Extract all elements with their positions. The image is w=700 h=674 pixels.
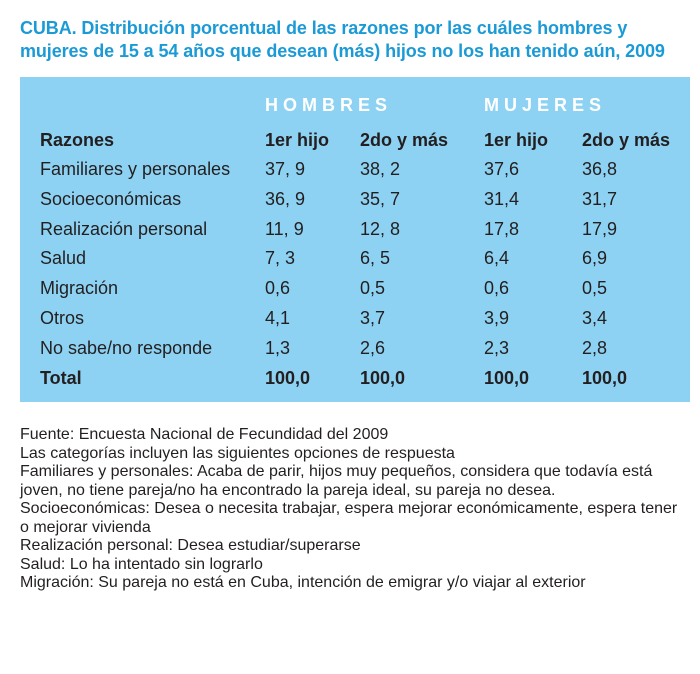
table-row	[0, 218, 700, 248]
title-line-1: CUBA. Distribución porcentual de las razones por las cuáles hombres y	[20, 18, 628, 38]
row-value: 36,8	[582, 159, 618, 179]
row-value: 2,3	[484, 338, 510, 358]
note-migracion: Migración: Su pareja no está en Cuba, intención de emigrar y/o viajar al exterior	[20, 574, 586, 591]
row-value: 2,6	[360, 338, 386, 358]
row-value: 3,4	[582, 308, 608, 328]
total-label: Total	[40, 368, 82, 388]
row-value: 6,4	[484, 248, 510, 268]
header-hombres-2do-y-mas: 2do y más	[360, 130, 449, 150]
header-mujeres-1er-hijo: 1er hijo	[484, 130, 549, 150]
total-value: 100,0	[582, 368, 628, 388]
total-value: 100,0	[265, 368, 311, 388]
header-mujeres-2do-y-mas: 2do y más	[582, 130, 671, 150]
row-value: 6, 5	[360, 248, 391, 268]
title-line-2: mujeres de 15 a 54 años que desean (más) hijos no los han tenido aún, 2009	[20, 41, 665, 61]
row-reason: Salud	[40, 248, 87, 268]
note-familiares: Familiares y personales: Acaba de parir, hijos muy pequeños, considera que todavía está joven, no tiene pareja/no ha encontrado la pareja ideal, su pareja no desea.	[20, 463, 653, 499]
row-value: 0,6	[484, 278, 510, 298]
row-value: 3,9	[484, 308, 510, 328]
row-reason: Realización personal	[40, 219, 208, 239]
row-value: 4,1	[265, 308, 291, 328]
note-categories: Las categorías incluyen las siguientes opciones de respuesta	[20, 444, 455, 462]
total-value: 100,0	[484, 368, 530, 388]
table-header-row	[0, 129, 700, 159]
row-value: 1,3	[265, 338, 291, 358]
row-value: 0,5	[582, 278, 608, 298]
row-value: 17,8	[484, 219, 520, 239]
row-value: 36, 9	[265, 189, 306, 209]
footnotes	[20, 426, 685, 593]
note-realizacion: Realización personal: Desea estudiar/superarse	[20, 537, 361, 554]
row-value: 11, 9	[265, 219, 304, 239]
group-header-mujeres: MUJERES	[484, 95, 607, 115]
table-row	[0, 337, 700, 367]
row-reason: No sabe/no responde	[40, 338, 213, 358]
table-row	[0, 158, 700, 188]
header-razones: Razones	[40, 130, 115, 150]
document-title	[20, 17, 690, 63]
row-value: 7, 3	[265, 248, 296, 268]
note-salud: Salud: Lo ha intentado sin lograrlo	[20, 555, 263, 573]
row-value: 6,9	[582, 248, 608, 268]
table-total-row	[0, 367, 700, 397]
row-reason: Otros	[40, 308, 85, 328]
row-reason: Migración	[40, 278, 119, 298]
row-value: 2,8	[582, 338, 608, 358]
table-row	[0, 188, 700, 218]
row-value: 12, 8	[360, 219, 401, 239]
table-row	[0, 247, 700, 277]
row-value: 35, 7	[360, 189, 401, 209]
row-value: 0,5	[360, 278, 386, 298]
table-row	[0, 277, 700, 307]
row-value: 37,6	[484, 159, 520, 179]
row-value: 0,6	[265, 278, 291, 298]
note-socioeconomicas: Socioeconómicas: Desea o necesita trabajar, espera mejorar económicamente, espera tener o mejorar vivienda	[20, 500, 678, 536]
header-hombres-1er-hijo: 1er hijo	[265, 130, 330, 150]
row-value: 31,7	[582, 189, 618, 209]
row-value: 31,4	[484, 189, 520, 209]
row-value: 3,7	[360, 308, 386, 328]
group-header-hombres: HOMBRES	[265, 95, 393, 115]
row-reason: Socioeconómicas	[40, 189, 182, 209]
row-value: 38, 2	[360, 159, 401, 179]
row-value: 37, 9	[265, 159, 306, 179]
row-reason: Familiares y personales	[40, 159, 231, 179]
row-value: 17,9	[582, 219, 618, 239]
note-source: Fuente: Encuesta Nacional de Fecundidad del 2009	[20, 426, 389, 443]
total-value: 100,0	[360, 368, 406, 388]
table-row	[0, 307, 700, 337]
